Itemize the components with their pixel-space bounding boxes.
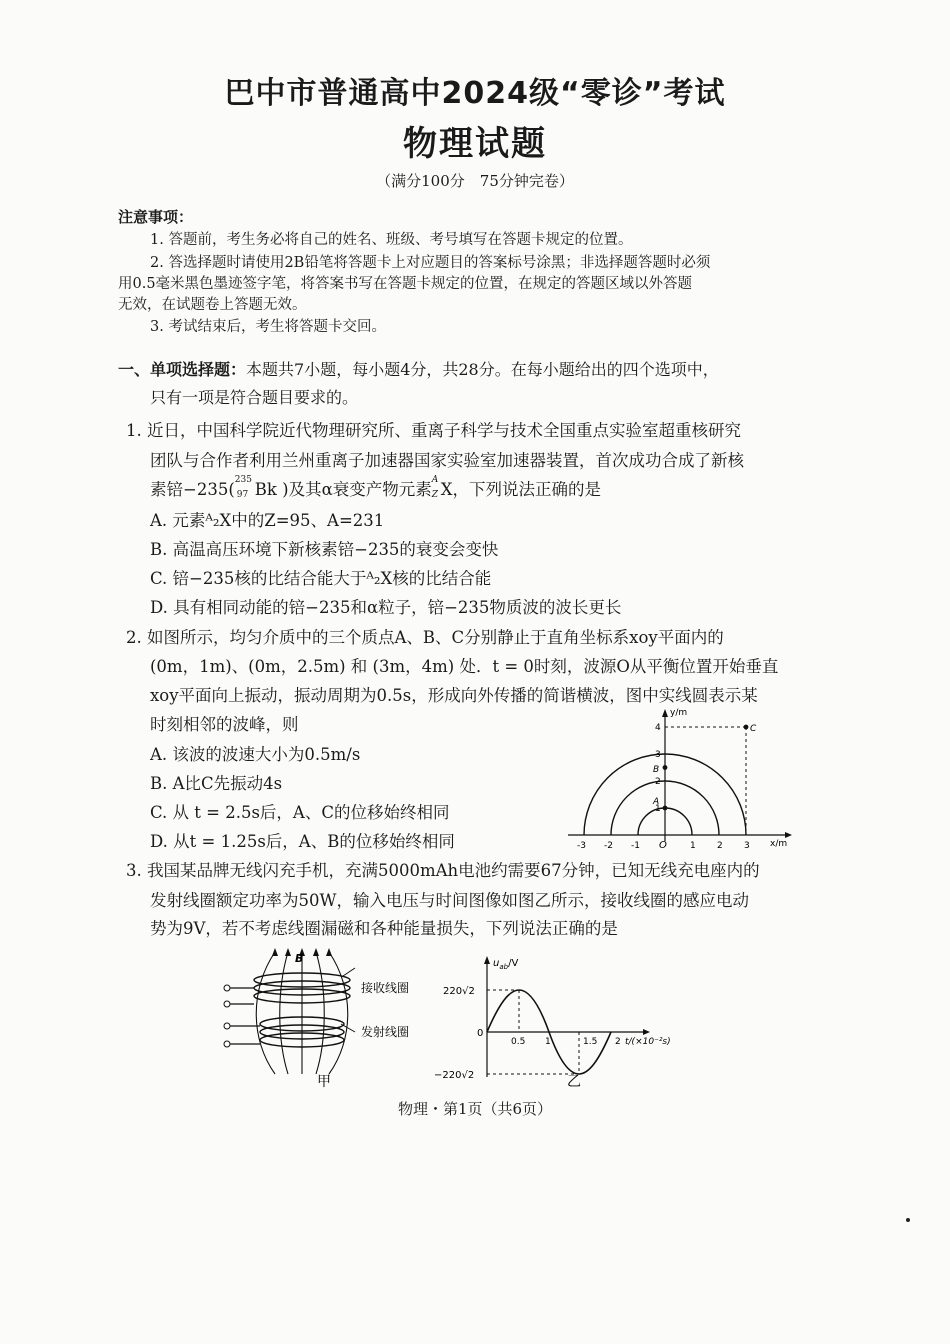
- exam-subtitle: 物理试题: [403, 124, 547, 164]
- coil-figure: [215, 944, 425, 1092]
- note-line: 无效，在试题卷上答题无效。: [118, 297, 307, 313]
- q3-line: 发射线圈额定功率为50W，输入电压与时间图像如图乙所示，接收线圈的感应电动: [150, 891, 749, 910]
- terminal-icon: [224, 1041, 230, 1047]
- atomic-number: 97: [236, 490, 249, 500]
- arrow-icon: [313, 948, 319, 956]
- neg-peak-label: −220√2: [434, 1070, 475, 1081]
- t-tick: 1: [545, 1037, 551, 1047]
- point-c-label: C: [750, 724, 757, 734]
- section-heading: [118, 357, 719, 380]
- note-line: 3. 考试结束后，考生将答题卡交回。: [150, 319, 386, 335]
- q1-option-b: B. 高温高压环境下新核素锫−235的衰变会变快: [150, 540, 499, 559]
- send-coil-label: 发射线圈: [361, 1025, 410, 1039]
- x-tick: 3: [744, 841, 750, 851]
- x-tick: -2: [604, 841, 613, 851]
- origin-label: O: [659, 840, 667, 851]
- point-a: [663, 806, 668, 811]
- q1-line: 1. 近日，中国科学院近代物理研究所、重离子科学与技术全国重点实验室超重核研究: [126, 421, 741, 440]
- terminal-icon: [224, 985, 230, 991]
- nuclide-script: [431, 475, 441, 500]
- arrow-icon: [285, 948, 291, 956]
- point-a-label: A: [653, 797, 660, 807]
- q1-line: 团队与合作者利用兰州重离子加速器国家实验室加速器装置，首次成功合成了新核: [150, 451, 744, 470]
- fig-caption-a: 甲: [317, 1074, 331, 1090]
- atomic-number: Z: [431, 490, 438, 500]
- x-tick: -3: [577, 841, 586, 851]
- q2-option-d: D. 从t = 1.25s后，A、B的位移始终相同: [150, 832, 455, 851]
- q2-option-c: C. 从 t = 2.5s后，A、C的位移始终相同: [150, 803, 450, 822]
- x-axis-arrow-icon: [785, 832, 792, 838]
- mass-number: A: [431, 475, 439, 485]
- section-desc-2: 只有一项是符合题目要求的。: [150, 388, 359, 407]
- terminal-icon: [224, 1023, 230, 1029]
- q1-option-a: A. 元素ᴬ₂X中的Z=95、A=231: [150, 511, 385, 530]
- arrow-icon: [272, 948, 278, 956]
- exam-title: 巴中市普通高中2024级“零诊”考试: [224, 76, 726, 111]
- q3-line: 3. 我国某品牌无线闪充手机，充满5000mAh电池约需要67分钟，已知无线充电座内的: [126, 861, 760, 880]
- y-tick: 4: [655, 723, 661, 733]
- fig-caption-b: 乙: [567, 1074, 581, 1090]
- q2-option-a: A. 该波的波速大小为0.5m/s: [150, 745, 361, 764]
- t-tick: 2: [615, 1037, 621, 1047]
- note-line: 用0.5毫米黑色墨迹签字笔，将答案书写在答题卡规定的位置，在规定的答题区域以外答题: [118, 276, 693, 292]
- origin-label: 0: [477, 1028, 484, 1039]
- q2-option-b: B. A比C先振动4s: [150, 774, 283, 793]
- q1-text: X，下列说法正确的是: [440, 480, 601, 499]
- arrow-icon: [326, 948, 332, 956]
- x-tick: -1: [631, 841, 640, 851]
- field-line: [256, 952, 275, 1074]
- y-tick: 2: [655, 777, 661, 787]
- q1-option-c: C. 锫−235核的比结合能大于ᴬ₂X核的比结合能: [150, 569, 492, 588]
- callout-line: [343, 968, 355, 976]
- wave-figure: [560, 705, 800, 855]
- y-axis-arrow-icon: [662, 709, 668, 717]
- field-label: B: [295, 952, 304, 965]
- q1-text: 素锫−235(: [150, 480, 235, 499]
- section-desc: 本题共7小题，每小题4分，共28分。在每小题给出的四个选项中，: [246, 360, 719, 379]
- voltage-graph: [425, 952, 690, 1092]
- x-tick: 1: [690, 841, 696, 851]
- t-axis-arrow-icon: [643, 1029, 650, 1035]
- x-axis-label: x/m: [770, 839, 788, 849]
- q2-line: xoy平面向上振动，振动周期为0.5s，形成向外传播的简谐横波，图中实线圆表示某: [150, 686, 758, 705]
- point-b: [663, 765, 668, 770]
- q1-option-d: D. 具有相同动能的锫−235和α粒子，锫−235物质波的波长更长: [150, 598, 622, 617]
- score-note: （满分100分 75分钟完卷）: [376, 172, 574, 190]
- u-axis-arrow-icon: [484, 956, 490, 964]
- field-line: [280, 952, 288, 1074]
- scan-speck: [906, 1218, 910, 1222]
- mass-number: 235: [234, 475, 252, 485]
- section-title: 一、单项选择题：: [118, 360, 247, 379]
- t-axis-label: t/(×10⁻²s): [625, 1037, 671, 1047]
- y-tick: 1: [655, 804, 661, 814]
- field-line: [316, 952, 324, 1074]
- y-tick: 3: [655, 750, 661, 760]
- q2-line: 2. 如图所示，均匀介质中的三个质点A、B、C分别静止于直角坐标系xoy平面内的: [126, 628, 724, 647]
- x-tick: 2: [717, 841, 723, 851]
- t-tick: 1.5: [583, 1037, 598, 1047]
- nuclide-script: [234, 475, 255, 500]
- q2-line: (0m，1m)、(0m，2.5m) 和 (3m，4m) 处．t = 0时刻，波源O从平衡位置开始垂直: [150, 657, 779, 676]
- q1-line-3: [150, 476, 601, 500]
- notes-heading: 注意事项：: [118, 208, 194, 226]
- field-line: [329, 952, 348, 1074]
- terminal-icon: [224, 1001, 230, 1007]
- q2-line: 时刻相邻的波峰，则: [150, 715, 299, 734]
- u-axis-label: $u_{ab}/V$: [493, 958, 519, 971]
- y-axis-label: y/m: [670, 708, 688, 718]
- point-c: [744, 725, 749, 730]
- point-b-label: B: [653, 765, 660, 775]
- note-line: 1. 答题前，考生务必将自己的姓名、班级、考号填写在答题卡规定的位置。: [150, 232, 633, 248]
- pos-peak-label: 220√2: [443, 986, 475, 997]
- page-footer: 物理・第1页（共6页）: [397, 1100, 553, 1118]
- note-line: 2. 答选择题时请使用2B铅笔将答题卡上对应题目的答案标号涂黑；非选择题答题时必须: [150, 255, 711, 271]
- t-tick: 0.5: [511, 1037, 526, 1047]
- q1-text: Bk )及其α衰变产物元素: [254, 480, 432, 499]
- q3-line: 势为9V，若不考虑线圈漏磁和各种能量损失，下列说法正确的是: [150, 919, 618, 938]
- recv-coil-label: 接收线圈: [361, 981, 410, 995]
